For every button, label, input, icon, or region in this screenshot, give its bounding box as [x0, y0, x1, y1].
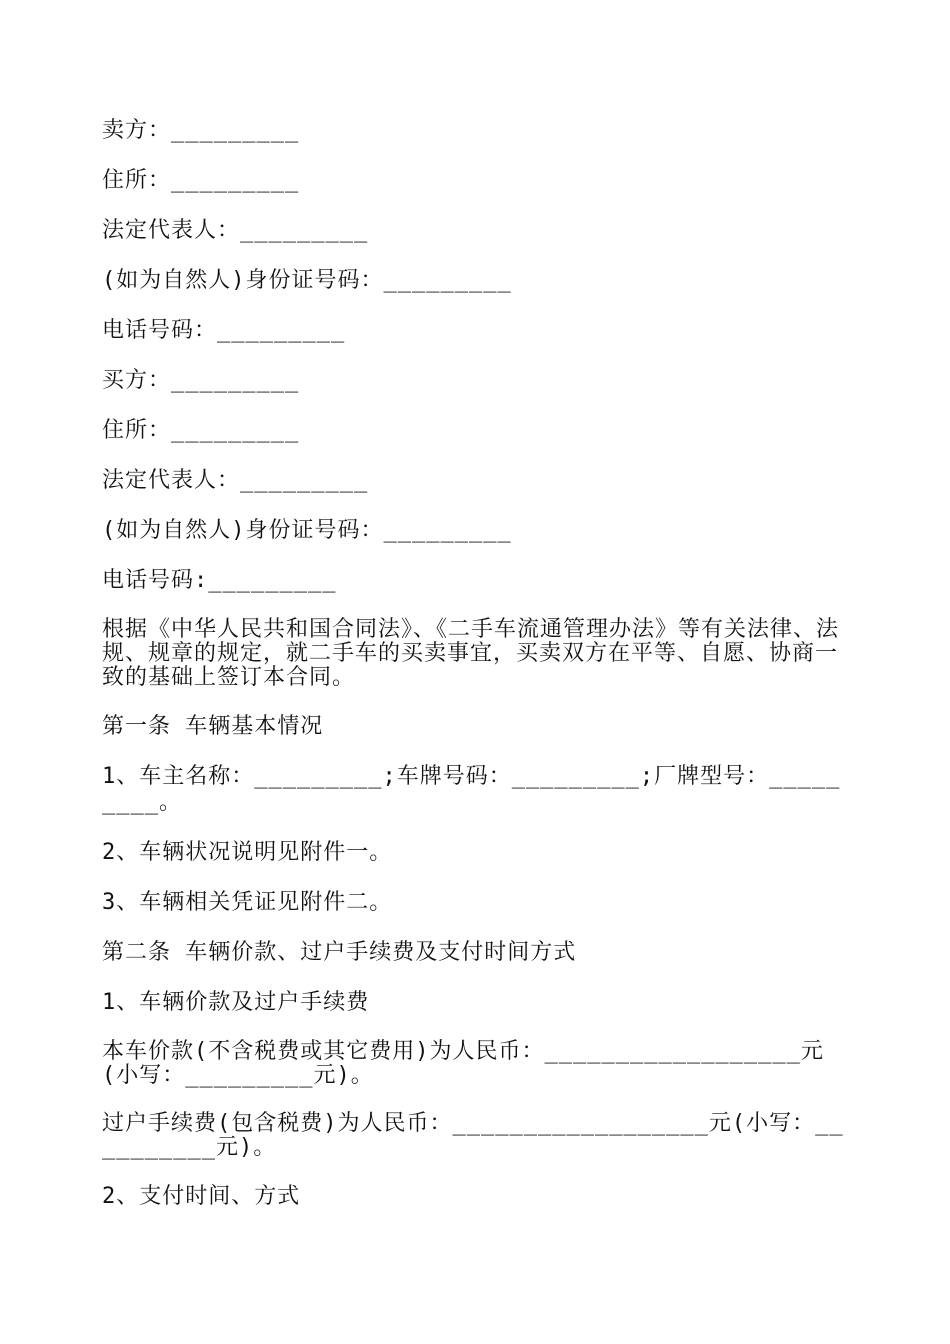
article1-item1: 1、车主名称：_________;车牌号码：_________;厂牌型号：_________。 — [102, 764, 841, 815]
article1-item2: 2、车辆状况说明见附件一。 — [102, 840, 393, 865]
buyer-phone-line: 电话号码:_________ — [102, 568, 337, 593]
article2-sub1: 1、车辆价款及过户手续费 — [102, 990, 370, 1015]
article1-title: 第一条 车辆基本情况 — [102, 714, 324, 739]
seller-phone-line: 电话号码：_________ — [102, 318, 346, 343]
preamble-paragraph: 根据《中华人民共和国合同法》、《二手车流通管理办法》等有关法律、法规、规章的规定，就二手车的买卖事宜，买卖双方在平等、自愿、协商一致的基础上签订本合同。 — [102, 617, 840, 690]
seller-address-line: 住所：_________ — [102, 168, 300, 193]
article2-sub2: 2、支付时间、方式 — [102, 1184, 301, 1209]
article2-price-paragraph: 本车价款(不含税费或其它费用)为人民币：__________________元(小写：_________元)。 — [102, 1039, 824, 1088]
buyer-representative-line: 法定代表人：_________ — [102, 468, 369, 493]
seller-name-line: 卖方：_________ — [102, 118, 300, 143]
seller-representative-line: 法定代表人：_________ — [102, 218, 369, 243]
article1-item3: 3、车辆相关凭证见附件二。 — [102, 890, 393, 915]
contract-page — [102, 118, 854, 1234]
article2-title: 第二条 车辆价款、过户手续费及支付时间方式 — [102, 940, 577, 965]
article2-fee-paragraph: 过户手续费(包含税费)为人民币：__________________元(小写：__________元)。 — [102, 1111, 844, 1160]
buyer-address-line: 住所：_________ — [102, 418, 300, 443]
buyer-name-line: 买方：_________ — [102, 368, 300, 393]
buyer-id-line: (如为自然人)身份证号码：_________ — [102, 518, 512, 543]
seller-id-line: (如为自然人)身份证号码：_________ — [102, 268, 512, 293]
